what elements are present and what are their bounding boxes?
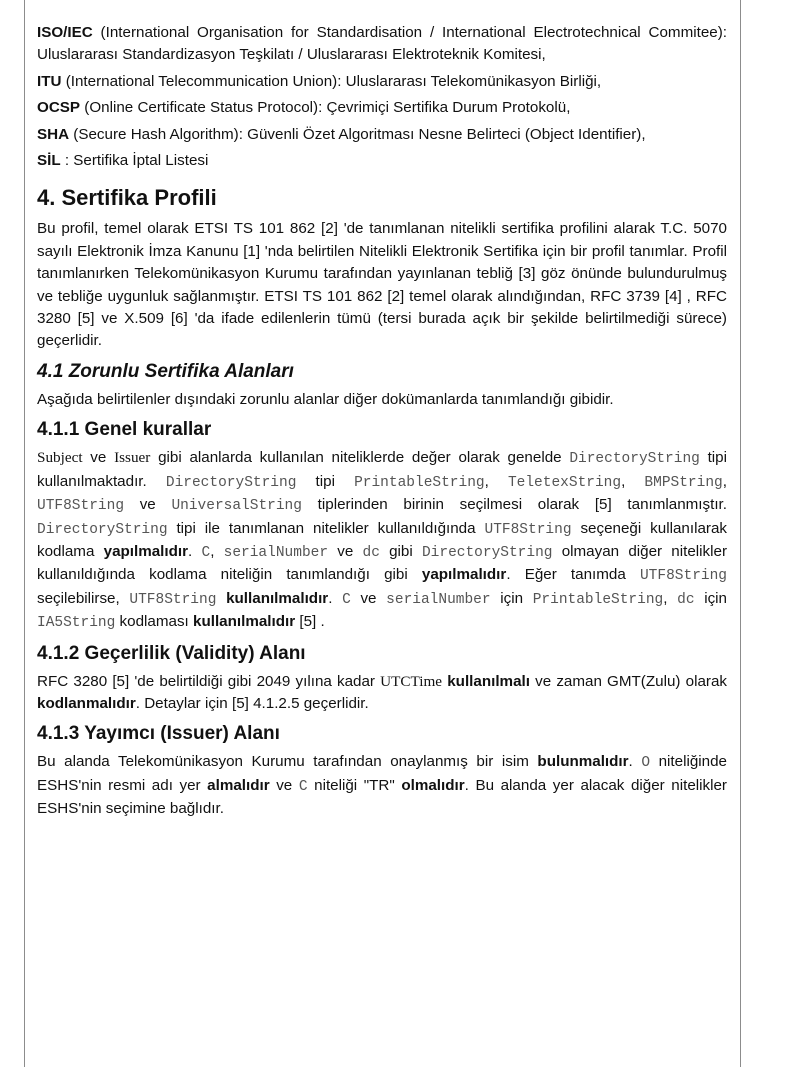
emphasis: yapılmalıdır: [421, 566, 507, 584]
emphasis: yapılmalıdır: [103, 542, 189, 560]
section-4-1-body: Aşağıda belirtilenler dışındaki zorunlu alanlar diğer dokümanlarda tanımlandığı gibidir.: [37, 390, 614, 408]
emphasis: kullanılmalı: [447, 672, 530, 690]
section-4-1-3-body: [37, 751, 727, 820]
text-run: ,: [722, 472, 727, 490]
text-run: için: [694, 589, 727, 607]
definition-term: ITU: [37, 72, 62, 90]
definition-term: ISO/IEC: [37, 24, 93, 41]
section-4-1-1-body: [37, 447, 727, 634]
section-4-1-2-body: [37, 671, 727, 716]
page-border-right: [740, 0, 741, 1067]
definition-sil: [37, 150, 727, 172]
text-run: ,: [484, 472, 508, 490]
code-term: UTF8String: [639, 568, 727, 585]
text-run: niteliği "TR": [307, 776, 402, 794]
text-run: ve: [350, 589, 387, 607]
definition-text: (International Organisation for Standardisation / International Electrotechnical Commitee): Uluslararası Standardizasyon Teşkilatı / Uluslararası Elektroteknik Komitesi,: [37, 24, 727, 64]
code-term: PrintableString: [532, 591, 664, 608]
text-run: .: [328, 589, 343, 607]
section-4-1-3-heading: 4.1.3 Yayımcı (Issuer) Alanı: [37, 723, 280, 745]
code-term: serialNumber: [386, 591, 491, 608]
code-term: C: [298, 778, 308, 795]
section-4-1-2-heading: 4.1.2 Geçerlilik (Validity) Alanı: [37, 642, 306, 664]
definition-itu: [37, 71, 727, 93]
text-run: . Eğer tanımda: [506, 566, 640, 584]
text-run: ,: [210, 542, 224, 560]
text-run: .: [188, 542, 202, 560]
code-term: DirectoryString: [569, 451, 700, 468]
text-run: niteliğinde ESHS'nin resmi adı yer: [37, 753, 727, 794]
code-term: DirectoryString: [37, 521, 168, 538]
definition-text: : Sertifika İptal Listesi: [60, 152, 209, 170]
code-term: IA5String: [37, 615, 116, 632]
text-run: . Detaylar için [5] 4.1.2.5 geçerlidir.: [135, 694, 369, 712]
code-term: UTF8String: [37, 498, 125, 515]
code-term: Subject: [37, 449, 83, 467]
text-run: için: [490, 589, 533, 607]
emphasis: almalıdır: [207, 776, 270, 794]
code-term: TeletexString: [507, 474, 622, 491]
definition-term: OCSP: [37, 99, 81, 117]
definition-term: SHA: [37, 125, 70, 143]
text-run: ve: [328, 542, 363, 560]
text-run: ve: [269, 776, 299, 794]
definition-ocsp: [37, 97, 727, 119]
code-term: BMPString: [644, 474, 723, 491]
section-4-heading: 4. Sertifika Profili: [37, 185, 217, 211]
document-page: [37, 22, 727, 823]
code-term: UTF8String: [484, 521, 572, 538]
text-run: Bu alanda Telekomünikasyon Kurumu tarafından onaylanmış bir isim: [37, 753, 538, 771]
definition-iso-iec: [37, 22, 727, 67]
text-run: tiplerinden birinin seçilmesi olarak [5] tanımlanmıştır.: [301, 496, 727, 514]
text-run: tipi ile tanımlanan nitelikler kullanıldığında: [167, 519, 485, 537]
code-term: Issuer: [114, 449, 151, 467]
text-run: ,: [621, 472, 645, 490]
code-term: DirectoryString: [421, 544, 553, 561]
definition-sha: [37, 124, 727, 146]
code-term: DirectoryString: [165, 474, 297, 491]
code-term: dc: [677, 591, 695, 608]
emphasis: kullanılmalıdır: [193, 613, 296, 631]
text-run: . Bu alanda yer alacak diğer nitelikler ESHS'nin seçimine bağlıdır.: [37, 776, 727, 818]
code-term: UTF8String: [129, 591, 217, 608]
section-4-1-1-heading: 4.1.1 Genel kurallar: [37, 419, 212, 441]
text-run: gibi: [379, 542, 422, 560]
code-term: UniversalString: [171, 498, 302, 515]
text-run: seçeneği kullanılarak kodlama: [37, 519, 727, 560]
page-border-left: [24, 0, 25, 1067]
text-run: [5] .: [295, 613, 325, 631]
emphasis: kullanılmalıdır: [226, 589, 329, 607]
text-run: tipi kullanılmaktadır.: [37, 449, 728, 490]
text-run: ve zaman GMT(Zulu) olarak: [529, 672, 727, 690]
section-4-body: Bu profil, temel olarak ETSI TS 101 862 [2] 'de tanımlanan nitelikli sertifika profilini alarak T.C. 5070 sayılı Elektronik İmza Kanunu [1] 'nda belirtilen Nitelikli Elektronik Sertifika için bir profil tanımlar. Profil tanımlanırken Telekomünikasyon Kurumu tarafından yayınlanan tebliğ [3] göz önünde bulundurulmuş ve tebliğe uygunluk sağlanmıştır. ETSI TS 101 862 [2] temel olarak alındığından, RFC 3739 [4] , RFC 3280 [5] ve X.509 [6] 'da ifade edilenlerin tümü (tersi burada açık bir şekilde belirtilmediği sürece) geçerlidir.: [37, 220, 727, 350]
code-term: serialNumber: [223, 544, 329, 561]
text-run: ve: [124, 496, 172, 514]
code-term: C: [201, 544, 211, 561]
text-run: ,: [663, 589, 678, 607]
definition-term: SİL: [37, 152, 61, 170]
code-term: dc: [362, 544, 380, 561]
definition-text: (Secure Hash Algorithm): Güvenli Özet Algoritması Nesne Belirteci (Object Identifier),: [69, 125, 646, 143]
text-run: [216, 590, 226, 607]
text-run: RFC 3280 [5] 'de belirtildiği gibi 2049 yılına kadar: [37, 672, 381, 690]
code-term: UTCTime: [380, 672, 443, 690]
text-run: .: [628, 753, 642, 771]
text-run: kodlaması: [115, 613, 193, 631]
emphasis: kodlanmalıdır: [37, 694, 136, 712]
section-4-1-heading: 4.1 Zorunlu Sertifika Alanları: [37, 360, 294, 382]
text-run: seçilebilirse,: [37, 589, 130, 607]
emphasis: olmalıdır: [401, 776, 465, 794]
code-term: O: [641, 755, 651, 772]
emphasis: bulunmalıdır: [537, 753, 629, 771]
definition-text: (International Telecommunication Union): Uluslararası Telekomünikasyon Birliği,: [61, 72, 602, 90]
code-term: C: [342, 591, 351, 608]
definition-text: (Online Certificate Status Protocol): Çevrimiçi Sertifika Durum Protokolü,: [80, 99, 571, 117]
text-run: ve: [82, 449, 115, 467]
text-run: gibi alanlarda kullanılan niteliklerde değer olarak genelde: [150, 449, 570, 467]
code-term: PrintableString: [354, 474, 485, 491]
text-run: olmayan diğer nitelikler kullanıldığında kodlama niteliğin tanımlandığı gibi: [37, 542, 727, 584]
text-run: tipi: [296, 472, 355, 490]
